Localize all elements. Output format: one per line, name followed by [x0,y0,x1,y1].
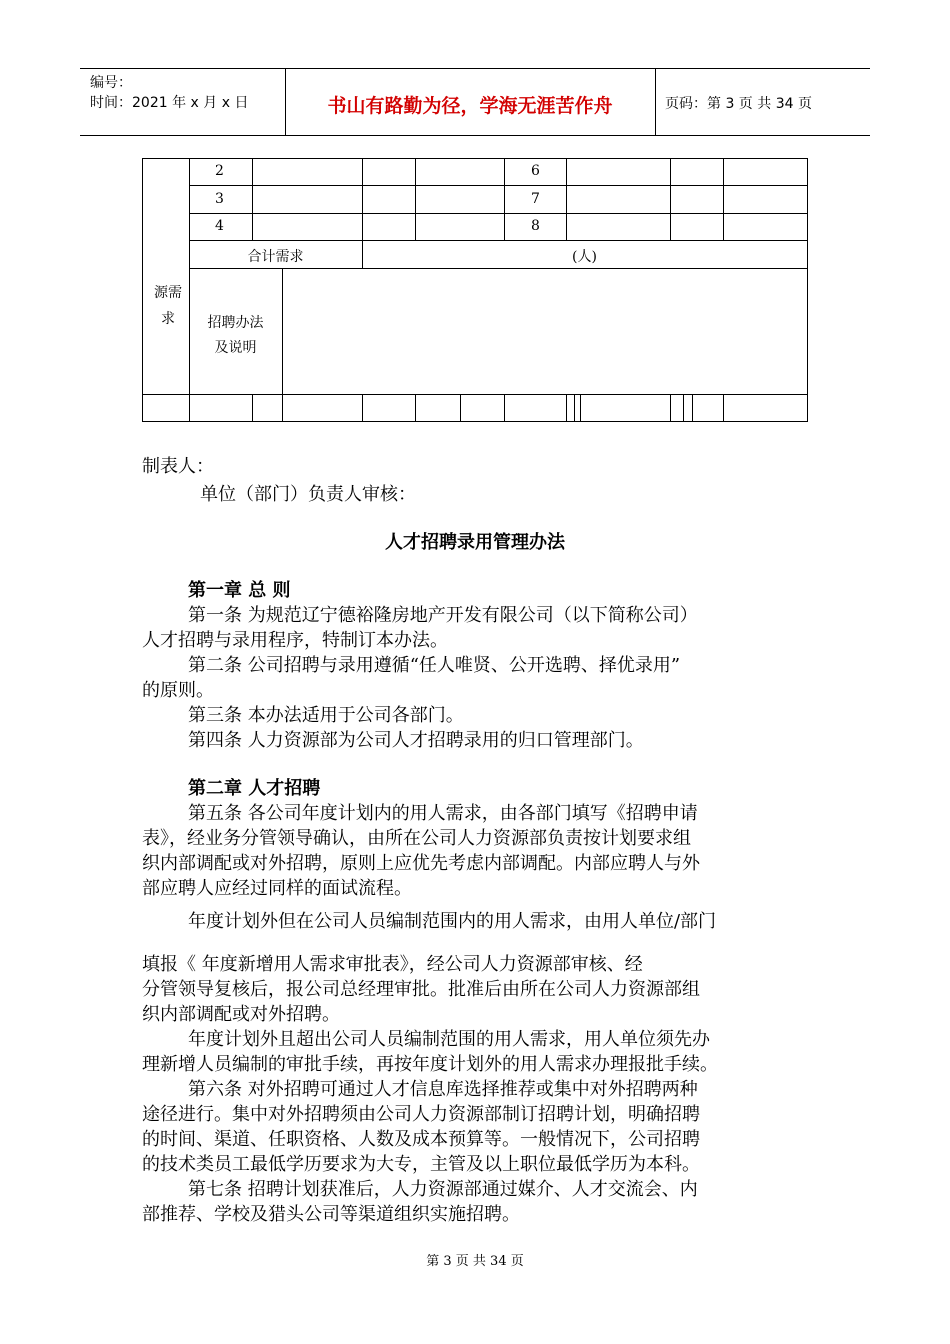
text-line: 织内部调配或对外招聘。 [142,1004,340,1025]
text-line: 第六条 对外招聘可通过人才信息库选择推荐或集中对外招聘两种 [188,1079,698,1100]
table-rule [282,394,283,422]
text-line: 第一条 为规范辽宁德裕隆房地产开发有限公司（以下简称公司） [188,605,698,626]
header-page-number: 页码：第 3 页 共 34 页 [665,96,812,112]
table-rule [282,268,283,394]
table-rule [252,158,253,240]
document-title: 人才招聘录用管理办法 [385,532,565,553]
method-label: 及说明 [214,340,257,356]
table-rule [362,394,363,422]
table-rule [504,158,505,240]
text-line: 分管领导复核后，报公司总经理审批。批准后由所在公司人力资源部组 [142,979,700,1000]
text-line: 填报《 年度新增用人需求审批表》，经公司人力资源部审核、经 [142,954,643,975]
method-label: 招聘办法 [207,315,264,331]
header-divider [655,69,656,135]
text-line: 部应聘人应经过同样的面试流程。 [142,878,412,899]
text-line: 理新增人员编制的审批手续，再按年度计划外的用人需求办理报批手续。 [142,1054,718,1075]
table-rule [142,158,143,422]
table-rule [580,394,581,422]
page-header [80,68,870,136]
page-footer: 第 3 页 共 34 页 [426,1254,524,1269]
text-line: 的技术类员工最低学历要求为大专，主管及以上职位最低学历为本科。 [142,1154,700,1175]
table-rule [574,394,575,422]
preparer-label: 制表人： [142,456,214,477]
row-number: 6 [531,163,540,179]
total-demand-label: 合计需求 [247,249,304,265]
header-meta [90,73,248,113]
table-rule [142,394,808,395]
text-line: 的原则。 [142,680,214,701]
table-rule [504,394,505,422]
table-rule [415,158,416,240]
reviewer-label: 单位（部门）负责人审核： [200,484,416,505]
table-rule [415,394,416,422]
chapter-heading: 第一章 总 则 [188,580,291,601]
table-rule [189,213,808,214]
table-rule [362,158,363,240]
table-rule [566,158,567,240]
table-rule [683,394,684,422]
text-line: 年度计划外但在公司人员编制范围内的用人需求，由用人单位/部门 [188,911,717,932]
side-label: 源需 [154,285,182,301]
table-rule [692,394,693,422]
chapter-heading: 第二章 人才招聘 [188,778,321,799]
row-number: 2 [215,163,224,179]
text-line: 表》，经业务分管领导确认，由所在公司人力资源部负责按计划要求组 [142,828,691,849]
table-rule [189,185,808,186]
text-line: 部推荐、学校及猎头公司等渠道组织实施招聘。 [142,1204,520,1225]
table-rule [723,394,724,422]
table-rule [566,394,567,422]
table-rule [807,158,808,422]
text-line: 织内部调配或对外招聘，原则上应优先考虑内部调配。内部应聘人与外 [142,853,700,874]
table-rule [189,240,808,241]
text-line: 第三条 本办法适用于公司各部门。 [188,705,464,726]
text-line: 第四条 人力资源部为公司人才招聘录用的归口管理部门。 [188,730,644,751]
text-line: 人才招聘与录用程序，特制订本办法。 [142,630,448,651]
total-demand-unit: (人) [572,249,597,265]
text-line: 第五条 各公司年度计划内的用人需求，由各部门填写《招聘申请 [188,803,698,824]
side-label: 求 [161,311,175,327]
text-line: 第七条 招聘计划获准后，人力资源部通过媒介、人才交流会、内 [188,1179,698,1200]
row-number: 4 [215,218,224,234]
text-line: 的时间、渠道、任职资格、人数及成本预算等。一般情况下，公司招聘 [142,1129,700,1150]
row-number: 8 [531,218,540,234]
code-label: 编号： [90,75,132,91]
table-rule [460,394,461,422]
recruit-demand-table [142,158,808,422]
table-rule [670,158,671,240]
table-rule [670,394,671,422]
row-number: 7 [531,191,540,207]
table-rule [142,158,808,159]
table-rule [189,158,190,422]
row-number: 3 [215,191,224,207]
table-rule [252,394,253,422]
header-motto: 书山有路勤为径，学海无涯苦作舟 [327,95,613,117]
text-line: 第二条 公司招聘与录用遵循“任人唯贤、公开选聘、择优录用” [188,655,681,676]
table-rule [142,421,808,422]
text-line: 途径进行。集中对外招聘须由公司人力资源部制订招聘计划，明确招聘 [142,1104,700,1125]
date-label: 时间：2021 年 x 月 x 日 [90,95,249,111]
text-line: 年度计划外且超出公司人员编制范围的用人需求，用人单位须先办 [188,1029,710,1050]
table-rule [723,158,724,240]
